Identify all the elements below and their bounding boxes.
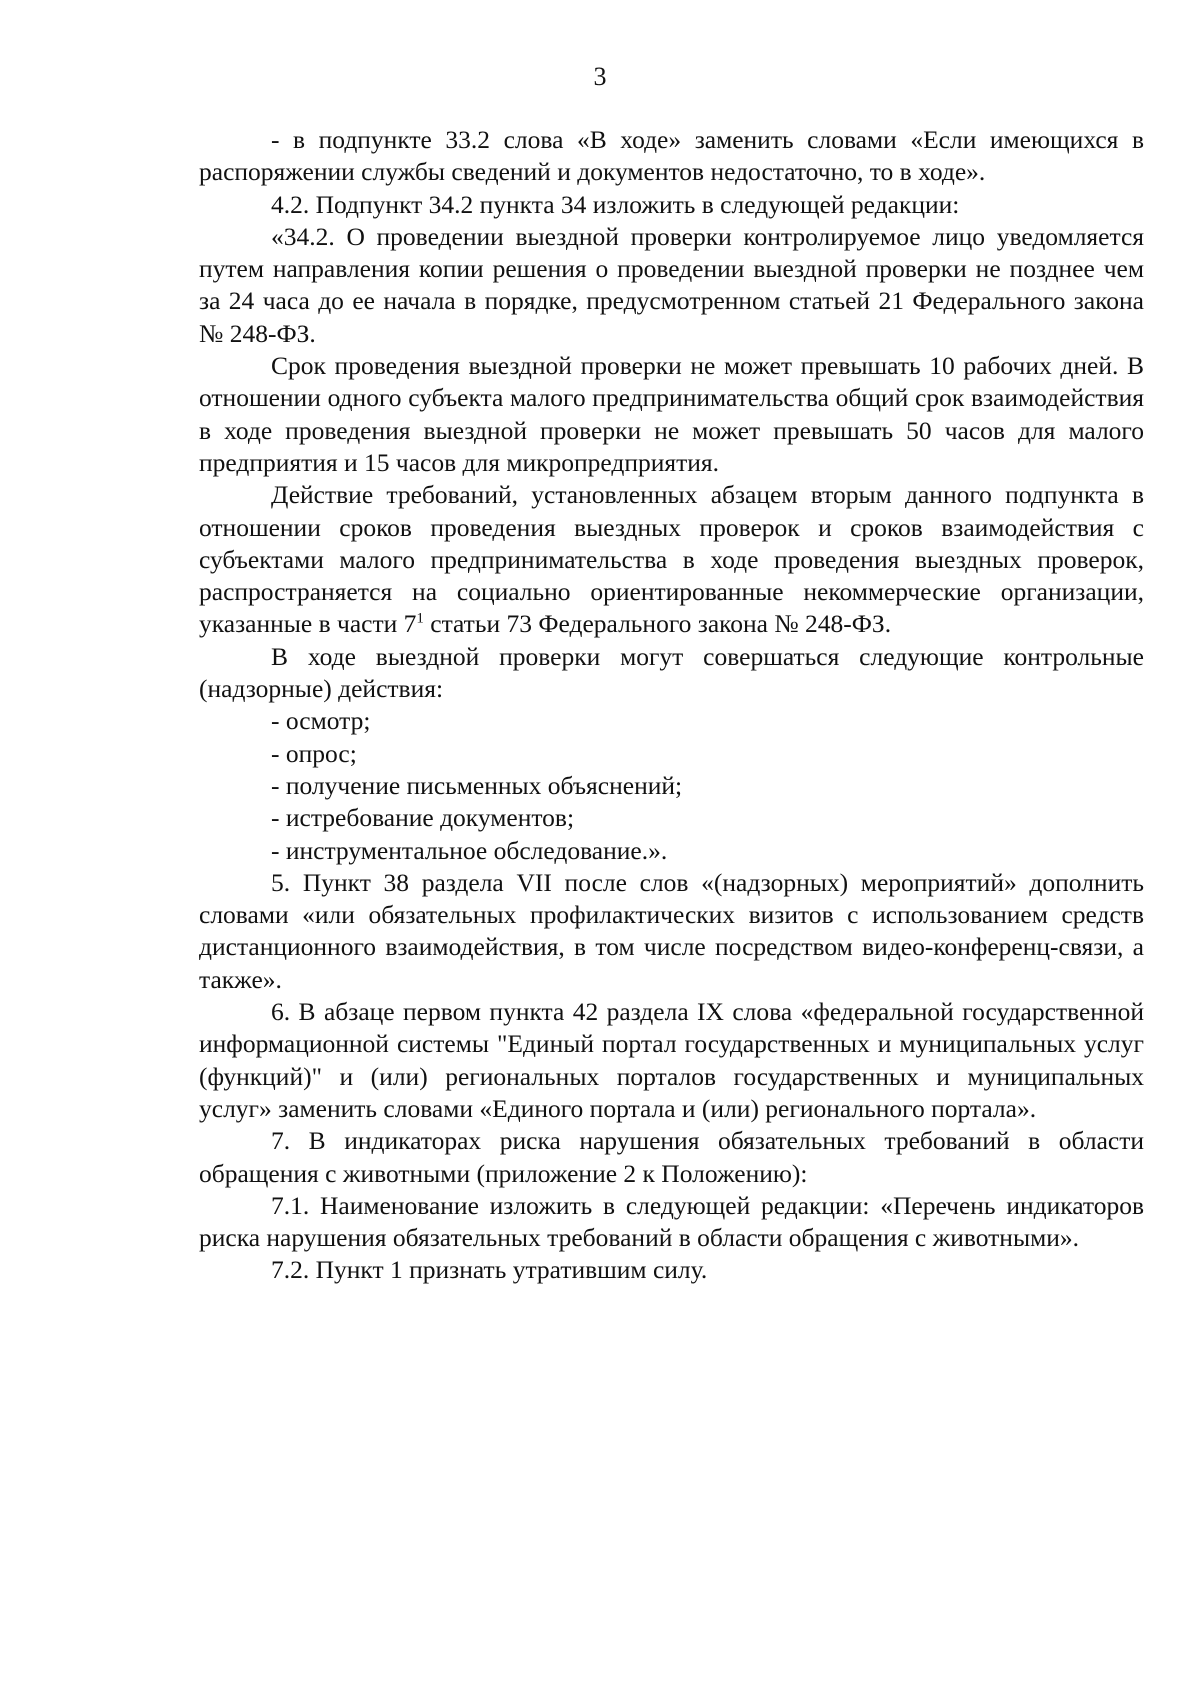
paragraph-4-2: 4.2. Подпункт 34.2 пункта 34 изложить в следующей редакции: (271, 189, 960, 219)
page-number: 3 (593, 62, 607, 91)
paragraph-requirements-action (199, 479, 1144, 640)
paragraph-34-2: «34.2. О проведении выездной проверки контролируемое лицо уведомляется путем направления копии решения о проведении выездной проверки не позднее чем за 24 часа до ее начала в порядке, предусмотренном статьей 21 Федерального закона № 248-ФЗ. (199, 221, 1144, 348)
paragraph-5: 5. Пункт 38 раздела VII после слов «(надзорных) мероприятий» дополнить словами «или обязательных профилактических визитов с использованием средств дистанционного взаимодействия, в том числе посредством видео-конференц-связи, а также». (199, 867, 1144, 994)
paragraph-subpoint-33-2: - в подпункте 33.2 слова «В ходе» заменить словами «Если имеющихся в распоряжении службы сведений и документов недостаточно, то в ходе». (199, 125, 1144, 187)
paragraph-7-1: 7.1. Наименование изложить в следующей редакции: «Перечень индикаторов риска нарушения обязательных требований в области обращения с животными». (199, 1190, 1144, 1253)
list-item: - опрос; (271, 738, 357, 768)
paragraph-inspection-term: Срок проведения выездной проверки не может превышать 10 рабочих дней. В отношении одного субъекта малого предпринимательства общий срок взаимодействия в ходе проведения выездной проверки не может превышать 50 часов для малого предприятия и 15 часов для микропредприятия. (199, 351, 1144, 477)
paragraph-7: 7. В индикаторах риска нарушения обязательных требований в области обращения с животными (приложение 2 к Положению): (199, 1126, 1144, 1188)
paragraph-6: 6. В абзаце первом пункта 42 раздела IX слова «федеральной государственной информационной системы "Единый портал государственных и муниципальных услуг (функций)" и (или) региональных порталов государственных и муниципальных услуг» заменить словами «Единого портала и (или) регионального портала». (199, 997, 1144, 1123)
list-item: - инструментальное обследование.». (271, 835, 668, 865)
list-item: - истребование документов; (271, 803, 575, 833)
superscript-part-number: 1 (416, 610, 424, 627)
list-item: - получение письменных объяснений; (271, 770, 683, 800)
requirements-action-text: Действие требований, установленных абзацем вторым данного подпункта в отношении сроков проведения выездных проверок и сроков взаимодействия с субъектами малого предпринимательства в ходе проведения выездных проверок, распространяется на социально ориентированные некоммерческие организации, указанные в части 7 (199, 480, 1144, 639)
list-item: - осмотр; (271, 706, 371, 736)
requirements-action-tail: статьи 73 Федерального закона № 248-ФЗ. (423, 609, 892, 639)
document-body (199, 124, 1144, 1287)
paragraph-control-actions-intro: В ходе выездной проверки могут совершаться следующие контрольные (надзорные) действия: (199, 641, 1144, 704)
paragraph-7-2: 7.2. Пункт 1 признать утратившим силу. (271, 1255, 708, 1285)
